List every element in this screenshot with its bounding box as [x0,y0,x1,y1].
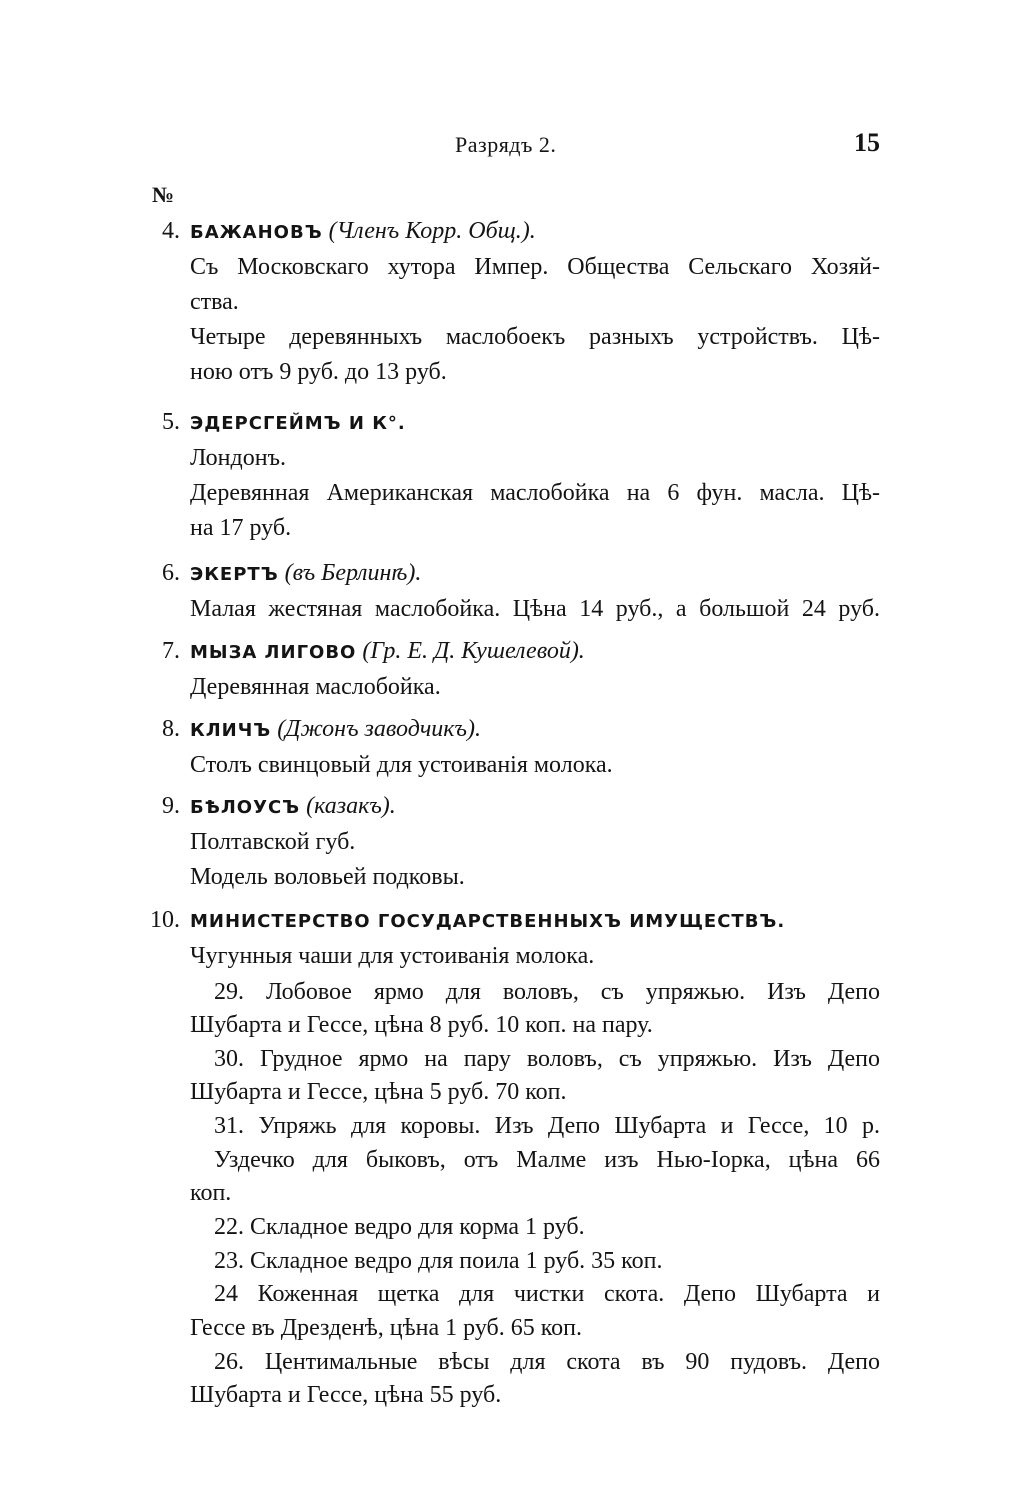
exhibitor-name: МЫЗА ЛИГОВО [190,642,357,663]
entry-line: на 17 руб. [190,515,292,541]
page-number: 15 [854,128,880,157]
entry-line: 29. Лобовое ярмо для воловъ, съ упряжью. Изъ Депо [214,979,880,1005]
exhibitor-note: (въ Берлинѣ). [284,560,422,586]
entry-number: 6. [162,560,180,586]
exhibitor-note: (Джонъ заводчикъ). [277,716,481,742]
entry-line: Чугунныя чаши для устоиванія молока. [190,943,595,969]
entry-line: ною отъ 9 руб. до 13 руб. [190,359,447,385]
entry-heading [190,712,481,748]
entry-line: 26. Центимальные вѣсы для скота въ 90 пудовъ. Депо [214,1349,880,1375]
entry-line: 23. Складное ведро для поила 1 руб. 35 коп. [214,1248,663,1274]
entry-number: 10. [150,907,180,933]
entry-line: Деревянная Американская маслобойка на 6 фун. масла. Цѣ- [190,480,880,506]
entry-line: Деревянная маслобойка. [190,674,441,700]
exhibitor-name: ЭДЕРСГЕЙМЪ И К°. [190,413,406,434]
entry-heading [190,634,585,670]
number-sign: № [152,182,175,207]
entry-number: 7. [162,638,180,664]
entry-heading [190,903,785,939]
entry-line: 22. Складное ведро для корма 1 руб. [214,1214,585,1240]
entry-line: Полтавской губ. [190,829,356,855]
entry-line: Шубарта и Гессе, цѣна 55 руб. [190,1382,502,1408]
entry-line: ства. [190,289,239,315]
entry-heading [190,405,406,441]
entry-line: 30. Грудное ярмо на пару воловъ, съ упряжью. Изъ Депо [214,1046,880,1072]
entry-line: Четыре деревянныхъ маслобоекъ разныхъ устройствъ. Цѣ- [190,324,880,350]
entry-line: Малая жестяная маслобойка. Цѣна 14 руб., а большой 24 руб. [190,596,880,622]
entry-line: Лондонъ. [190,445,286,471]
entry-number: 5. [162,409,180,435]
exhibitor-note: (казакъ). [306,793,396,819]
entry-number: 8. [162,716,180,742]
exhibitor-note: (Гр. Е. Д. Кушелевой). [362,638,585,664]
entry-heading [190,214,536,250]
entry-line: коп. [190,1180,232,1206]
entry-number: 9. [162,793,180,819]
entry-line: Съ Московскаго хутора Импер. Общества Сельскаго Хозяй- [190,254,880,280]
entry-heading [190,789,396,825]
exhibitor-name: БАЖАНОВЪ [190,222,323,243]
entry-line: Уздечко для быковъ, отъ Малме изъ Нью-Іорка, цѣна 66 [214,1147,880,1173]
entry-line: Шубарта и Гессе, цѣна 5 руб. 70 коп. [190,1079,567,1105]
entry-line: 24 Коженная щетка для чистки скота. Депо Шубарта и [214,1281,880,1307]
entry-line: Модель воловьей подковы. [190,864,465,890]
entry-line: Гессе въ Дрезденѣ, цѣна 1 руб. 65 коп. [190,1315,583,1341]
entry-line: Шубарта и Гессе, цѣна 8 руб. 10 коп. на пару. [190,1012,653,1038]
exhibitor-name: КЛИЧЪ [190,720,272,741]
exhibitor-name: ЭКЕРТЪ [190,564,279,585]
exhibitor-name: БѢЛОУСЪ [190,797,301,818]
entry-line: Столъ свинцовый для устоиванія молока. [190,752,613,778]
exhibitor-note: (Членъ Корр. Общ.). [328,218,536,244]
entry-heading [190,556,421,592]
exhibitor-name: МИНИСТЕРСТВО ГОСУДАРСТВЕННЫХЪ ИМУЩЕСТВЪ. [190,911,786,932]
entry-number: 4. [162,218,180,244]
running-header: Разрядъ 2. [455,132,557,157]
entry-line: 31. Упряжь для коровы. Изъ Депо Шубарта и Гессе, 10 р. [214,1113,880,1139]
